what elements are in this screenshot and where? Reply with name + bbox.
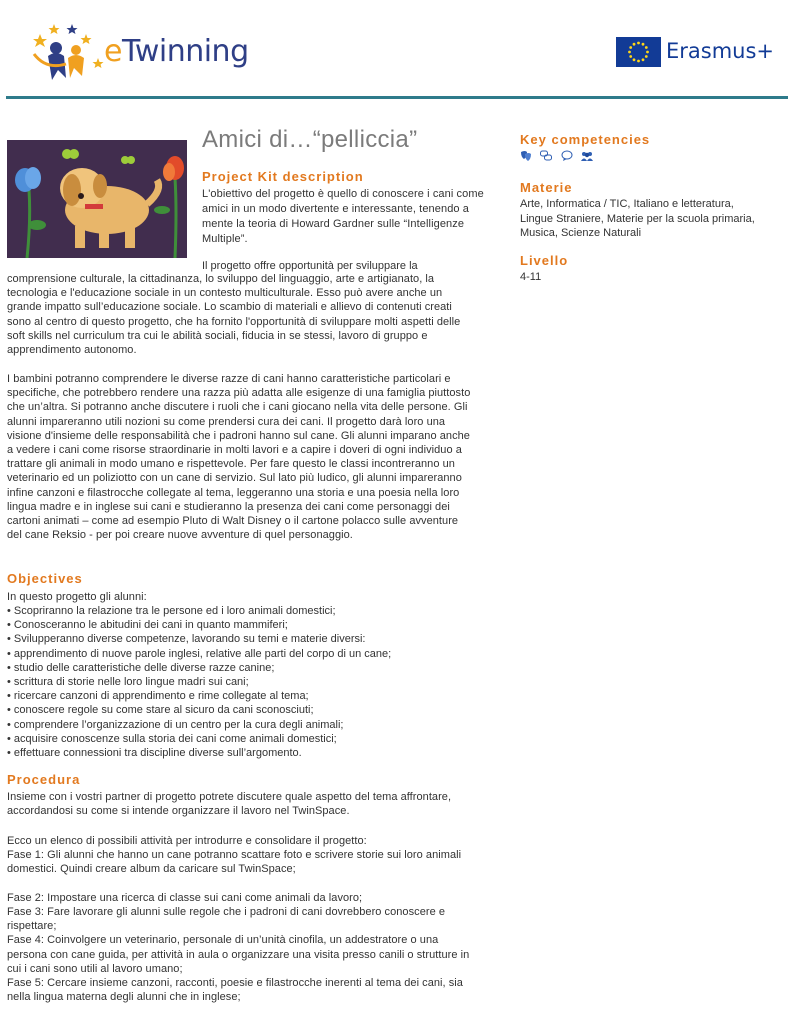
list-item: • scrittura di storie nelle loro lingue madri sui cani;	[7, 676, 249, 689]
text-line: Insieme con i vostri partner di progetto potrete discutere quale aspetto del tema affrontare,	[7, 791, 452, 803]
text-line: mente la teoria di Howard Gardner sulle “Intelligenze	[202, 218, 465, 230]
text-line: lingua madre e in inglese sui cani e studieranno la presenza dei cani come personaggi dei	[7, 500, 450, 513]
text-line: sono al centro di questo progetto, che ha fornito l'opportunità di sviluppare molti aspetti delle	[7, 315, 461, 328]
text-line: Fase 2: Impostare una ricerca di classe sui cani come animali da lavoro;	[7, 891, 363, 904]
livello-heading: Livello	[520, 253, 569, 268]
page-title: Amici di…“pelliccia”	[202, 126, 418, 153]
text-line: del cane Reksio - per poi creare nuove avventure di quel personaggio.	[7, 529, 353, 542]
project-kit-heading: Project Kit description	[202, 169, 364, 184]
text-line: che un’altra. Si potranno anche discutere i ruoli che i cani giocano nella vita delle persone. Gli	[7, 401, 468, 414]
key-competencies-heading: Key competencies	[520, 132, 651, 147]
text-line: amici in un modo divertente e interessante, tenendo a	[202, 203, 470, 215]
text-line: cartoni animati – come ad esempio Pluto di Walt Disney o il cartone polacco sulle avventure	[7, 515, 459, 528]
list-item: • comprendere l’organizzazione di un centro per la cura degli animali;	[7, 718, 344, 731]
list-item: • effettuare connessioni tra discipline diverse sull’argomento.	[7, 747, 302, 760]
text-line: specifiche, che potrebbero rendere una razza più adatta alle esigenze di una famiglia piuttosto	[7, 387, 471, 400]
text-line: veterinario ed un poliziotto con un cane di servizio. Sul lato più ludico, gli alunni impareranno	[7, 472, 462, 485]
text-line: Fase 5: Cercare insieme canzoni, racconti, poesie e filastrocche inerenti al tema dei cani, sia	[7, 977, 463, 990]
paragraph-1	[7, 272, 503, 357]
project-image-dog-illustration[interactable]	[7, 140, 187, 258]
list-item: • Svilupperanno diverse competenze, lavorando su temi e materie diversi:	[7, 633, 366, 646]
objectives-heading: Objectives	[7, 571, 83, 586]
procedura-heading: Procedura	[7, 772, 81, 787]
materie-list	[520, 197, 785, 241]
text-line: accordandosi su come si intende organizzare il lavoro nel TwinSpace.	[7, 805, 350, 818]
text-line: Fase 4: Coinvolgere un veterinario, personale di un’unità cinofila, un addestratore o una	[7, 934, 439, 947]
intro-paragraph	[202, 187, 497, 247]
list-item: • Conosceranno le abitudini dei cani in quanto mammiferi;	[7, 619, 288, 632]
wordmark-prefix: e	[104, 34, 122, 69]
list-item: • ricercare canzoni di apprendimento e rime collegate al tema;	[7, 690, 309, 703]
speech-bubbles-icon[interactable]	[540, 150, 552, 162]
text-line: alunni impareranno utili nozioni su come prendersi cura dei cani. Il progetto darà loro una	[7, 415, 446, 428]
text-line: infine canzoni e filastrocche collegate al tema, leggeranno una storia e una poesia nella loro	[7, 486, 460, 499]
spacer	[7, 877, 503, 891]
text-line: L'obiettivo del progetto è quello di conoscere i cani come	[202, 188, 484, 200]
text-line: apprendimento autonomo.	[7, 344, 137, 357]
text-line: domestici. Quindi creare album da caricare sul TwinSpace;	[7, 863, 296, 876]
erasmus-logo[interactable]	[616, 37, 775, 69]
text-line: a vedere i cani come risorse straordinarie in molti lavori e a capire i doveri di ogni individuo a	[7, 444, 462, 457]
text-line: Lingue Straniere, Materie per la scuola primaria,	[520, 212, 755, 225]
theatre-masks-icon[interactable]	[520, 150, 532, 162]
paragraph-2	[7, 372, 503, 542]
text-line: Multiple”.	[202, 233, 248, 245]
page-header	[0, 0, 791, 100]
list-item: • studio delle caratteristiche delle diverse razze canine;	[7, 661, 275, 674]
speech-bubble-icon[interactable]	[561, 150, 573, 162]
people-group-icon[interactable]	[581, 150, 593, 162]
wordmark-word: Twinning	[121, 34, 249, 69]
livello-value: 4-11	[520, 271, 542, 283]
text-line: persona con cane guida, per attività in aula o organizzare una visita presso canili o strutture in	[7, 948, 470, 961]
text-line: soft skills nel curriculum tra cui le abilità sociali, fiducia in se stessi, lavoro di gruppo e	[7, 329, 428, 342]
header-divider	[6, 96, 788, 99]
objectives-intro: In questo progetto gli alunni:	[7, 591, 147, 603]
procedura-intro	[7, 790, 503, 818]
eu-flag-icon	[616, 37, 661, 67]
text-line: Fase 3: Fare lavorare gli alunni sulle regole che i padroni di cani dovrebbero conoscere e	[7, 906, 446, 918]
materie-heading: Materie	[520, 180, 573, 195]
text-line: tecnologia e l'educazione sociale in un contesto multiculturale. Esso può avere anche un	[7, 287, 443, 300]
text-line: rispettare;	[7, 920, 57, 933]
objectives-list	[7, 604, 567, 760]
key-competencies-icons	[520, 150, 597, 164]
list-item: • acquisire conoscenze sulla storia dei cani come animali domestici;	[7, 732, 337, 745]
people-figure-icon	[34, 42, 84, 80]
text-line: nella lingua materna degli alunni che in inglese;	[7, 991, 241, 1004]
text-line: cui i cani sono utili al lavoro umano;	[7, 962, 183, 975]
list-item: • conoscere regole su come stare al sicuro da cani sconosciuti;	[7, 704, 314, 717]
text-line: Arte, Informatica / TIC, Italiano e letteratura,	[520, 198, 734, 210]
text-line: Musica, Scienze Naturali	[520, 227, 642, 239]
text-line: grande impatto sull’educazione sociale. Lo scambio di materiali e allievo di contenuti creati	[7, 301, 452, 314]
text-line: Ecco un elenco di possibili attività per introdurre e consolidare il progetto:	[7, 835, 367, 847]
text-line: trattare gli animali in modo umano e rispettevole. Per fare questo le classi incontreranno un	[7, 458, 455, 471]
text-line: I bambini potranno comprendere le diverse razze di cani hanno caratteristiche particolari e	[7, 373, 451, 385]
list-item: • apprendimento di nuove parole inglesi, relative alle parti del corpo di un cane;	[7, 647, 392, 660]
procedura-steps	[7, 834, 503, 1004]
erasmus-wordmark: Erasmus+	[666, 39, 775, 63]
text-line: comprensione culturale, la cittadinanza, lo sviluppo del linguaggio, arte e artigianato, la	[7, 273, 435, 285]
text-line: Fase 1: Gli alunni che hanno un cane potranno scattare foto e scrivere storie sui loro animali	[7, 849, 462, 862]
text-line: Il progetto offre opportunità per sviluppare la	[202, 260, 418, 272]
list-item: • Scopriranno la relazione tra le persone ed i loro animali domestici;	[7, 605, 336, 617]
etwinning-wordmark	[104, 34, 249, 69]
text-line: visione d'insieme delle responsabilità che i padroni hanno sul cane. Gli alunni imparano anche	[7, 429, 470, 442]
